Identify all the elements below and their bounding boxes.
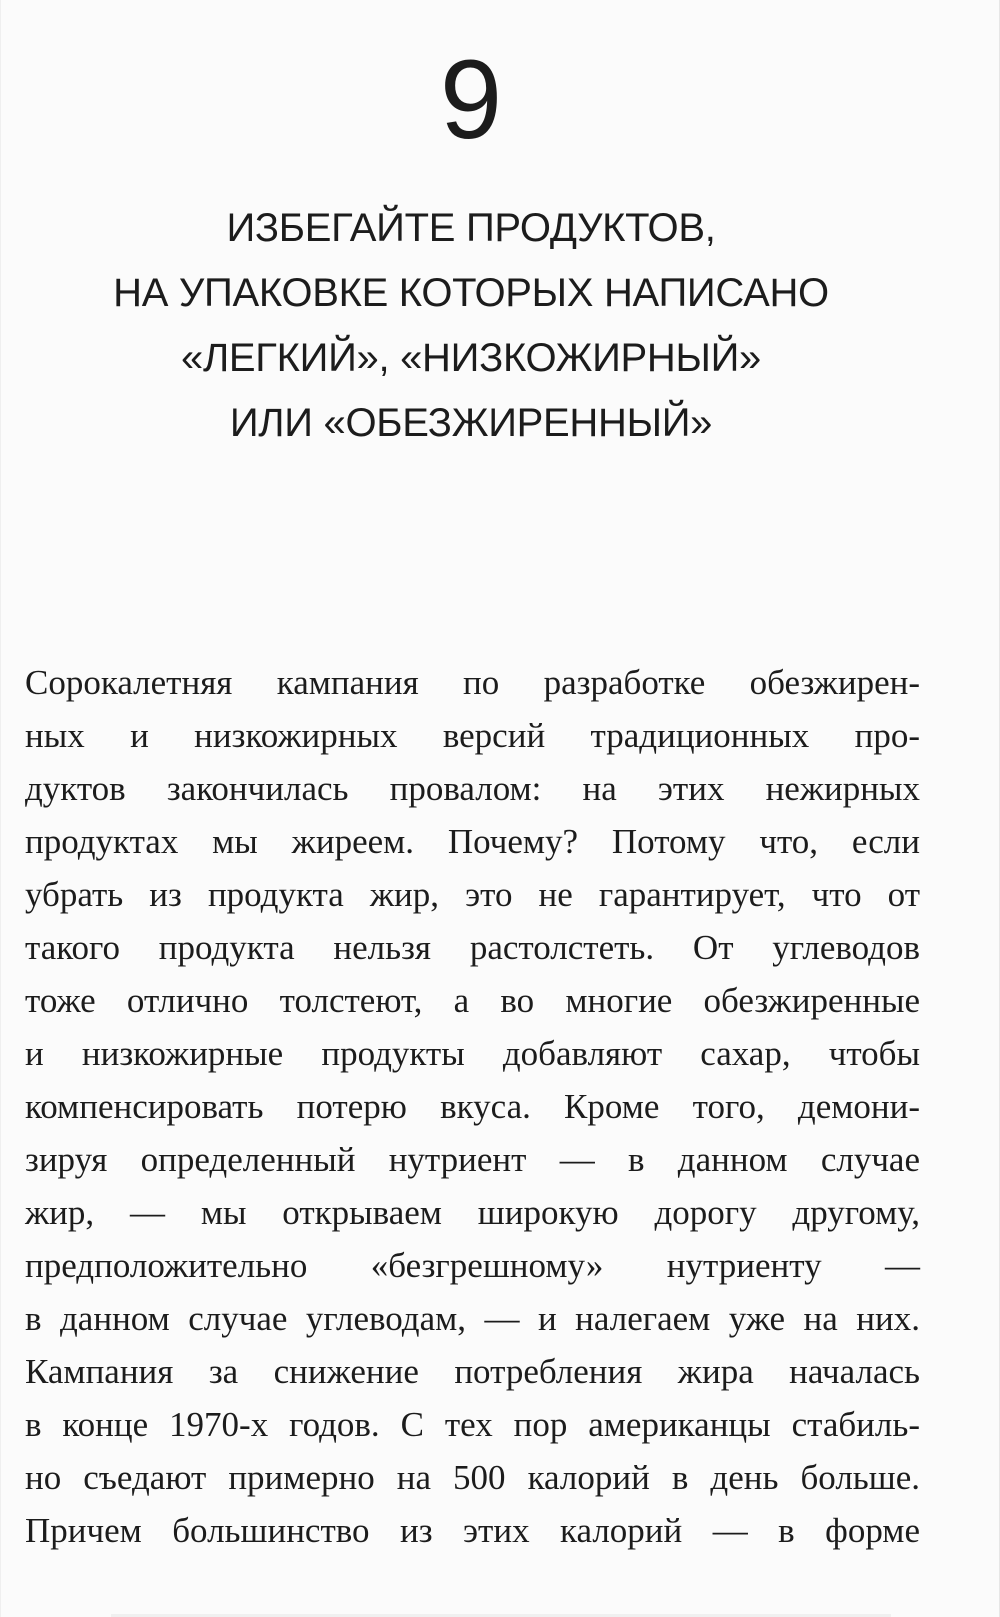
text-line: Причем большинство из этих калорий — в форме bbox=[25, 1511, 920, 1550]
chapter-title-line: ИЛИ «ОБЕЗЖИРЕННЫЙ» bbox=[229, 401, 713, 445]
text-line: предположительно «безгрешному» нутриенту — bbox=[25, 1246, 920, 1285]
text-line: в данном случае углеводам, — и налегаем уже на них. bbox=[25, 1299, 920, 1338]
text-line: жир, — мы открываем широкую дорогу другому, bbox=[25, 1193, 920, 1232]
text-line: убрать из продукта жир, это не гарантирует, что от bbox=[25, 875, 920, 914]
chapter-number: 9 bbox=[439, 37, 503, 162]
text-line: зируя определенный нутриент — в данном случае bbox=[25, 1140, 920, 1179]
text-line: но съедают примерно на 500 калорий в день больше. bbox=[25, 1458, 920, 1497]
text-line: Кампания за снижение потребления жира началась bbox=[25, 1352, 920, 1391]
text-line: ных и низкожирных версий традиционных про- bbox=[25, 716, 920, 755]
body-paragraph bbox=[25, 656, 920, 1557]
text-line: дуктов закончилась провалом: на этих нежирных bbox=[25, 769, 920, 808]
text-line: такого продукта нельзя растолстеть. От углеводов bbox=[25, 928, 920, 967]
chapter-title bbox=[1, 196, 941, 456]
text-line: тоже отлично толстеют, а во многие обезжиренные bbox=[25, 981, 920, 1020]
text-line: в конце 1970-х годов. С тех пор американцы стабиль- bbox=[25, 1405, 920, 1444]
chapter-title-line: ИЗБЕГАЙТЕ ПРОДУКТОВ, bbox=[226, 206, 716, 250]
chapter-title-line: НА УПАКОВКЕ КОТОРЫХ НАПИСАНО bbox=[113, 271, 829, 315]
text-line: компенсировать потерю вкуса. Кроме того, демони- bbox=[25, 1087, 920, 1126]
text-line: и низкожирные продукты добавляют сахар, чтобы bbox=[25, 1034, 920, 1073]
chapter-title-line: «ЛЕГКИЙ», «НИЗКОЖИРНЫЙ» bbox=[181, 336, 761, 380]
text-line: продуктах мы жиреем. Почему? Потому что, если bbox=[25, 822, 920, 861]
text-line: Сорокалетняя кампания по разработке обезжирен- bbox=[25, 663, 920, 702]
